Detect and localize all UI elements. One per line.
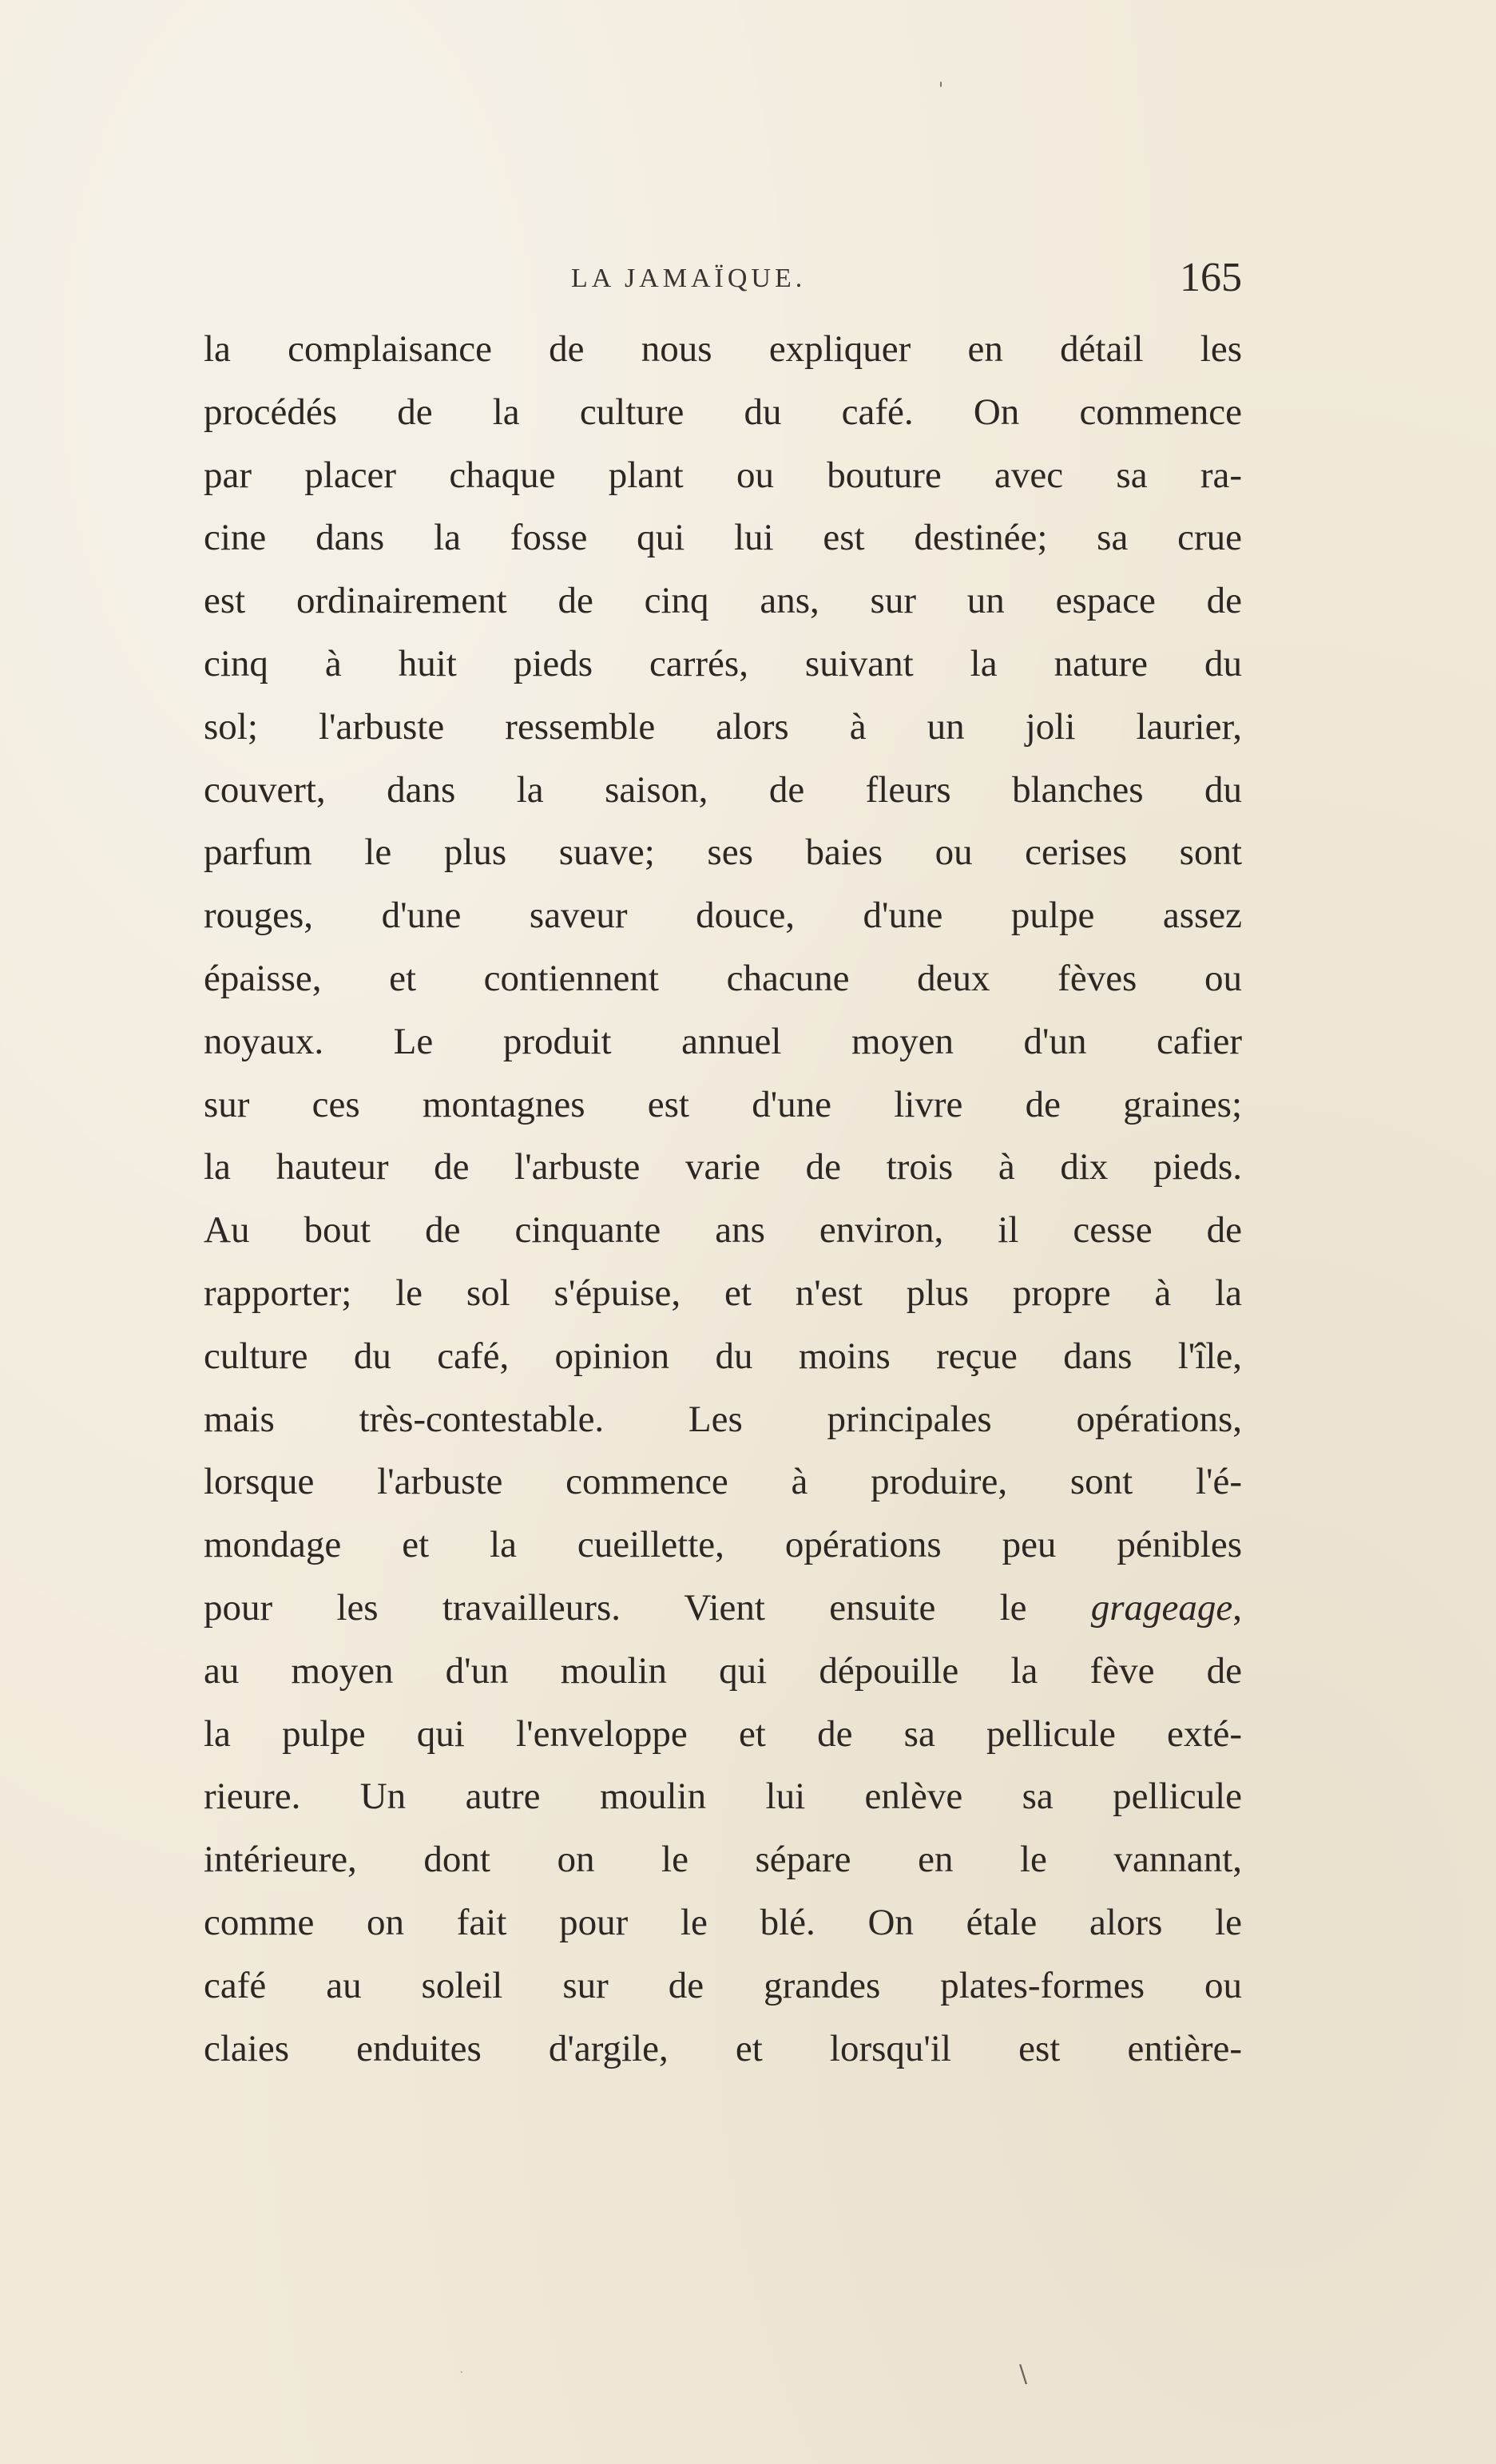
text-line: rieure. Un autre moulin lui enlève sa pellicule (204, 1776, 1242, 1818)
text-line: intérieure, dont on le sépare en le vannant, (204, 1839, 1242, 1881)
page-number: 165 (1180, 255, 1242, 300)
text-line: claies enduites d'argile, et lorsqu'il est entière- (204, 2027, 1242, 2069)
text-line: rapporter; le sol s'épuise, et n'est plus propre à la (204, 1272, 1242, 1314)
text-line: comme on fait pour le blé. On étale alors le (204, 1901, 1242, 1943)
text-line: pour les travailleurs. Vient ensuite le grageage, (204, 1586, 1242, 1629)
text-line: rouges, d'une saveur douce, d'une pulpe assez (204, 895, 1242, 937)
text-line: lorsque l'arbuste commence à produire, sont l'é- (204, 1461, 1242, 1503)
text-line: mondage et la cueillette, opérations peu pénibles (204, 1524, 1242, 1566)
text-line: épaisse, et contiennent chacune deux fèves ou (204, 957, 1242, 999)
text-line: la hauteur de l'arbuste varie de trois à dix pieds. (204, 1146, 1242, 1188)
text-line: est ordinairement de cinq ans, sur un espace de (204, 580, 1242, 622)
text-line: au moyen d'un moulin qui dépouille la fève de (204, 1649, 1242, 1692)
text-line: cine dans la fosse qui lui est destinée; sa crue (204, 517, 1242, 559)
text-line: cinq à huit pieds carrés, suivant la nature du (204, 642, 1242, 684)
text-line: café au soleil sur de grandes plates-formes ou (204, 1964, 1242, 2006)
text-line: par placer chaque plant ou bouture avec sa ra- (204, 454, 1242, 496)
text-line: mais très-contestable. Les principales opérations, (204, 1398, 1242, 1440)
text-line: couvert, dans la saison, de fleurs blanches du (204, 768, 1242, 811)
running-title: LA JAMAÏQUE. (571, 264, 807, 293)
text-line: procédés de la culture du café. On commence (204, 391, 1242, 433)
paper-speck-mark-bottom: \ (1019, 2360, 1028, 2388)
text-line: noyaux. Le produit annuel moyen d'un cafier (204, 1020, 1242, 1062)
body-text (204, 318, 1242, 2080)
text-line: culture du café, opinion du moins reçue dans l'île, (204, 1335, 1242, 1377)
running-header (204, 254, 1242, 310)
text-line: sol; l'arbuste ressemble alors à un joli laurier, (204, 705, 1242, 748)
text-line: parfum le plus suave; ses baies ou cerises sont (204, 831, 1242, 874)
paper-speck-mark: ' (938, 80, 944, 100)
text-line: la complaisance de nous expliquer en détail les (204, 328, 1242, 370)
text-line: sur ces montagnes est d'une livre de graines; (204, 1083, 1242, 1125)
text-line: la pulpe qui l'enveloppe et de sa pellicule exté- (204, 1712, 1242, 1755)
text-line: Au bout de cinquante ans environ, il cesse de (204, 1209, 1242, 1252)
paper-speck-dot: · (459, 2364, 464, 2381)
italic-term: grageage (1090, 1586, 1233, 1629)
